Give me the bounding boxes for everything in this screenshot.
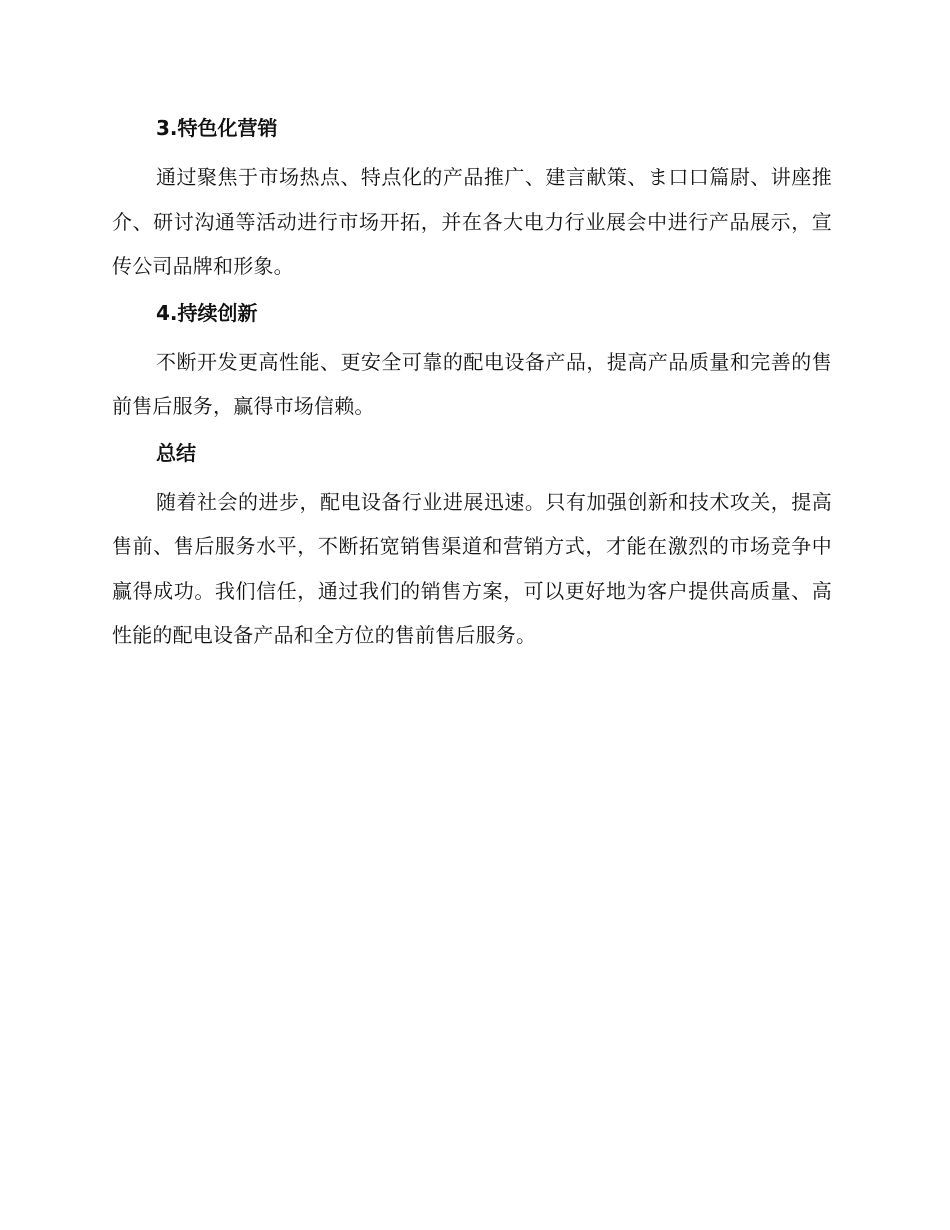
section-paragraph-innovation: 不断开发更高性能、更安全可靠的配电设备产品，提高产品质量和完善的售前售后服务，赢得市场信赖。: [112, 349, 832, 418]
section-paragraph-summary: 随着社会的进步，配电设备行业进展迅速。只有加强创新和技术攻关，提高售前、售后服务水平，不断拓宽销售渠道和营销方式，才能在激烈的市场竞争中赢得成功。我们信任，通过我们的销售方案，可以更好地为客户提供高质量、高性能的配电设备产品和全方位的售前售后服务。: [112, 489, 832, 647]
section-heading-innovation: 4.持续创新: [156, 300, 258, 325]
section-paragraph-marketing: 通过聚焦于市场热点、特点化的产品推广、建言献策、ま口口篇尉、讲座推介、研讨沟通等活动进行市场开拓，并在各大电力行业展会中进行产品展示，宣传公司品牌和形象。: [112, 165, 832, 278]
document-page: [112, 112, 832, 658]
section-heading-marketing: 3.特色化营销: [156, 116, 278, 140]
section-heading-summary: 总结: [156, 440, 196, 465]
